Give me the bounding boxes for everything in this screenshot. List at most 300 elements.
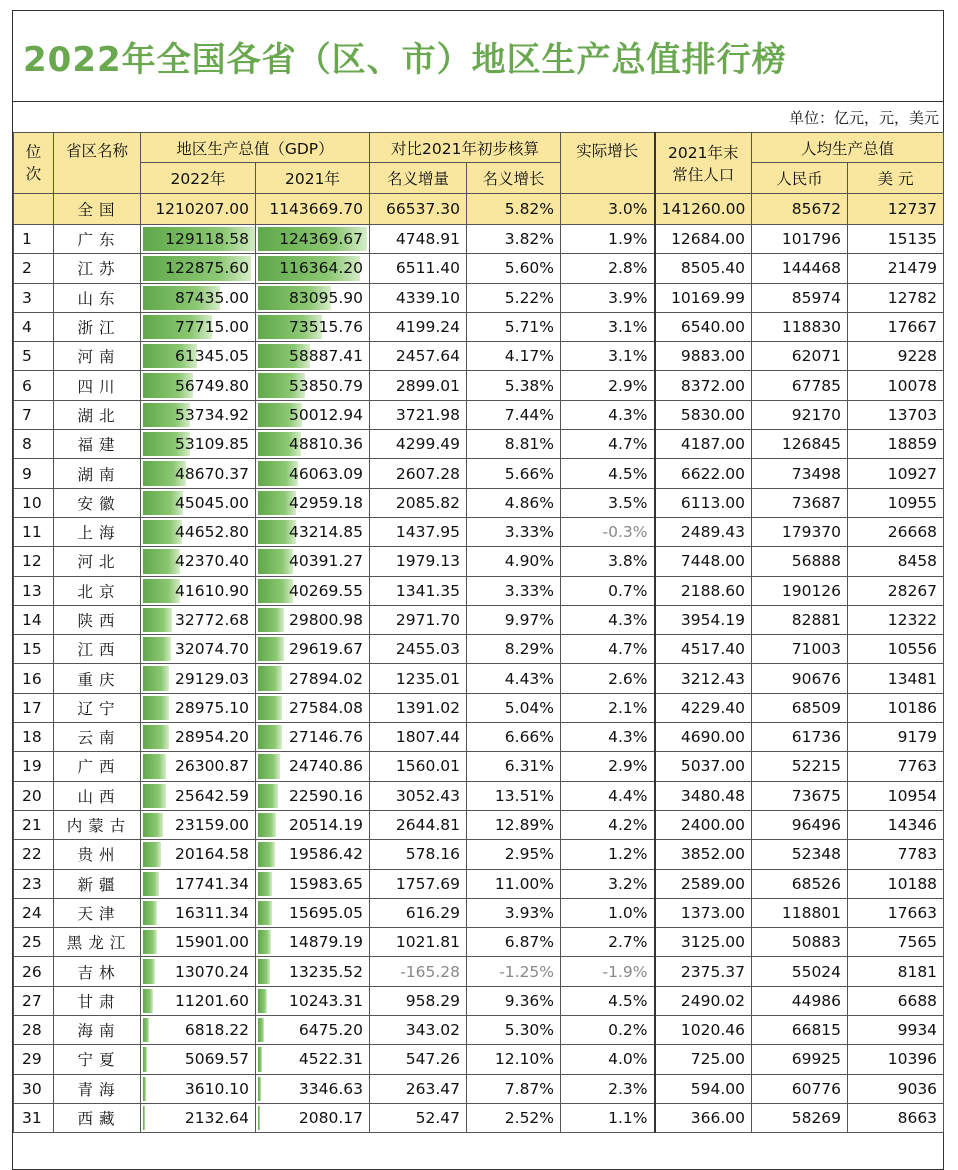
gdp-value: 16311.34: [175, 903, 249, 922]
real-growth-cell: 2.9%: [561, 752, 655, 781]
increase-cell: 1235.01: [370, 664, 467, 693]
population-cell: 594.00: [655, 1074, 752, 1103]
usd-cell: 10078: [848, 371, 944, 400]
gdp-bar: [143, 872, 159, 896]
province-cell: 甘肃: [54, 986, 141, 1015]
header-usd: 美 元: [848, 163, 944, 194]
real-growth-cell: 4.4%: [561, 781, 655, 810]
province-cell: 山东: [54, 283, 141, 312]
rmb-cell: 44986: [752, 986, 848, 1015]
gdp-bar: [258, 696, 282, 720]
nominal-growth-cell: 9.97%: [467, 605, 561, 634]
real-growth-cell: 4.7%: [561, 430, 655, 459]
gdp-value: 44652.80: [175, 523, 249, 542]
gdp-bar: [258, 813, 276, 837]
province-cell: 河北: [54, 547, 141, 576]
table-row: [14, 459, 944, 488]
gdp2021-cell: [256, 342, 370, 371]
header-compare-group: 对比2021年初步核算: [370, 133, 561, 163]
province-cell: 新疆: [54, 869, 141, 898]
real-growth-cell: 4.3%: [561, 605, 655, 634]
gdp2022-cell: [141, 869, 256, 898]
province-cell: 安徽: [54, 488, 141, 517]
rank-cell: 10: [14, 488, 54, 517]
real-growth-cell: 3.9%: [561, 283, 655, 312]
gdp2021-cell: [256, 371, 370, 400]
header-population-line1: 2021年末: [668, 144, 739, 162]
rank-cell: 6: [14, 371, 54, 400]
population-cell: 4690.00: [655, 723, 752, 752]
usd-cell: 12322: [848, 605, 944, 634]
rank-cell: 26: [14, 957, 54, 986]
real-growth-cell: 2.9%: [561, 371, 655, 400]
population-cell: 8505.40: [655, 254, 752, 283]
rank-cell: 17: [14, 693, 54, 722]
usd-cell: 10188: [848, 869, 944, 898]
gdp-value: 29619.67: [289, 640, 364, 659]
province-cell: 四川: [54, 371, 141, 400]
real-growth-cell: -1.9%: [561, 957, 655, 986]
gdp2021-cell: [256, 898, 370, 927]
nominal-growth-cell: 5.66%: [467, 459, 561, 488]
rank-cell: 25: [14, 928, 54, 957]
province-cell: 重庆: [54, 664, 141, 693]
increase-cell: 263.47: [370, 1074, 467, 1103]
usd-cell: 10954: [848, 781, 944, 810]
increase-cell: 1021.81: [370, 928, 467, 957]
rank-cell: 27: [14, 986, 54, 1015]
rank-cell: 24: [14, 898, 54, 927]
gdp-bar: [143, 725, 169, 749]
population-cell: 2589.00: [655, 869, 752, 898]
table-row: [14, 693, 944, 722]
gdp-value: 58887.41: [289, 347, 364, 366]
gdp-bar: [258, 637, 284, 661]
population-cell: 3480.48: [655, 781, 752, 810]
gdp2022-cell: [141, 752, 256, 781]
gdp-value: 53109.85: [175, 435, 249, 454]
gdp-value: 40269.55: [289, 581, 364, 600]
province-cell: 辽宁: [54, 693, 141, 722]
gdp2022-cell: [141, 312, 256, 341]
gdp-value: 53734.92: [175, 405, 249, 424]
rank-cell: 15: [14, 635, 54, 664]
gdp-bar: [143, 754, 166, 778]
usd-cell: 13703: [848, 400, 944, 429]
gdp-value: 87435.00: [175, 288, 249, 307]
rmb-cell: 61736: [752, 723, 848, 752]
gdp-value: 13235.52: [289, 962, 364, 981]
rmb-cell: 67785: [752, 371, 848, 400]
gdp-value: 27584.08: [289, 698, 364, 717]
table-row: [14, 635, 944, 664]
usd-cell: 13481: [848, 664, 944, 693]
gdp-bar: [143, 696, 169, 720]
gdp-bar: [258, 1047, 262, 1071]
gdp2021-cell: [256, 752, 370, 781]
population-cell: 5830.00: [655, 400, 752, 429]
gdp-bar: [258, 842, 275, 866]
population-cell: 2375.37: [655, 957, 752, 986]
gdp-bar: [143, 901, 157, 925]
rmb-cell: 144468: [752, 254, 848, 283]
gdp2022-cell: [141, 254, 256, 283]
gdp-bar: [258, 930, 271, 954]
nominal-growth-cell: 6.87%: [467, 928, 561, 957]
usd-cell: 15135: [848, 225, 944, 254]
gdp-value: 14879.19: [289, 933, 364, 952]
rmb-cell: 73687: [752, 488, 848, 517]
gdp-value: 17741.34: [175, 874, 249, 893]
rank-cell: 12: [14, 547, 54, 576]
nominal-growth-cell: 9.36%: [467, 986, 561, 1015]
gdp2021-cell: [256, 810, 370, 839]
population-cell: 2489.43: [655, 517, 752, 546]
nominal-growth-cell: 5.04%: [467, 693, 561, 722]
increase-cell: 6511.40: [370, 254, 467, 283]
gdp2022-cell: [141, 576, 256, 605]
rmb-cell: 52348: [752, 840, 848, 869]
real-growth-cell: 1.2%: [561, 840, 655, 869]
usd-cell: 28267: [848, 576, 944, 605]
rmb-cell: 73498: [752, 459, 848, 488]
gdp-bar: [143, 1047, 147, 1071]
rank-cell: 4: [14, 312, 54, 341]
rank-cell: 30: [14, 1074, 54, 1103]
usd-cell: 10955: [848, 488, 944, 517]
population-cell: 4517.40: [655, 635, 752, 664]
province-cell: 内蒙古: [54, 810, 141, 839]
province-cell: 上海: [54, 517, 141, 546]
gdp2021-cell: [256, 986, 370, 1015]
gdp2021-cell: [256, 840, 370, 869]
nominal-growth-cell: 7.87%: [467, 1074, 561, 1103]
gdp-bar: [143, 666, 169, 690]
usd-cell: 7763: [848, 752, 944, 781]
province-cell: 广西: [54, 752, 141, 781]
usd-cell: 18859: [848, 430, 944, 459]
gdp2021-cell: [256, 576, 370, 605]
increase-cell: -165.28: [370, 957, 467, 986]
gdp-value: 24740.86: [289, 757, 364, 776]
national-rmb: 85672: [752, 194, 848, 225]
gdp-value: 48810.36: [289, 435, 364, 454]
table-row: [14, 312, 944, 341]
rank-cell: 31: [14, 1103, 54, 1132]
table-row: [14, 225, 944, 254]
nominal-growth-cell: 8.81%: [467, 430, 561, 459]
usd-cell: 21479: [848, 254, 944, 283]
real-growth-cell: 3.1%: [561, 312, 655, 341]
rmb-cell: 179370: [752, 517, 848, 546]
gdp-value: 15901.00: [175, 933, 249, 952]
province-cell: 云南: [54, 723, 141, 752]
header-province: 省区名称: [54, 133, 141, 194]
gdp2021-cell: [256, 664, 370, 693]
table-row: [14, 1016, 944, 1045]
increase-cell: 4299.49: [370, 430, 467, 459]
real-growth-cell: 3.2%: [561, 869, 655, 898]
population-cell: 1373.00: [655, 898, 752, 927]
page-title: 2022年全国各省（区、市）地区生产总值排行榜: [23, 39, 787, 80]
gdp2021-cell: [256, 928, 370, 957]
usd-cell: 8663: [848, 1103, 944, 1132]
table-row: [14, 781, 944, 810]
table-row: [14, 928, 944, 957]
gdp2022-cell: [141, 781, 256, 810]
province-cell: 西藏: [54, 1103, 141, 1132]
gdp2022-cell: [141, 283, 256, 312]
usd-cell: 9228: [848, 342, 944, 371]
gdp2022-cell: [141, 605, 256, 634]
gdp2021-cell: [256, 430, 370, 459]
nominal-growth-cell: 5.71%: [467, 312, 561, 341]
increase-cell: 343.02: [370, 1016, 467, 1045]
table-row: [14, 576, 944, 605]
gdp2022-cell: [141, 430, 256, 459]
gdp-value: 20514.19: [289, 816, 364, 835]
gdp-value: 6818.22: [184, 1021, 249, 1040]
real-growth-cell: 1.9%: [561, 225, 655, 254]
rmb-cell: 73675: [752, 781, 848, 810]
population-cell: 366.00: [655, 1103, 752, 1132]
gdp-bar: [258, 608, 284, 632]
population-cell: 9883.00: [655, 342, 752, 371]
province-cell: 北京: [54, 576, 141, 605]
real-growth-cell: 1.1%: [561, 1103, 655, 1132]
nominal-growth-cell: 4.86%: [467, 488, 561, 517]
gdp-value: 23159.00: [175, 816, 249, 835]
header-nominal-increase: 名义增量: [370, 163, 467, 194]
increase-cell: 616.29: [370, 898, 467, 927]
gdp-value: 73515.76: [289, 318, 364, 337]
nominal-growth-cell: 11.00%: [467, 869, 561, 898]
rmb-cell: 85974: [752, 283, 848, 312]
gdp-value: 2080.17: [298, 1109, 364, 1128]
gdp2022-cell: [141, 547, 256, 576]
increase-cell: 1979.13: [370, 547, 467, 576]
gdp-value: 6475.20: [298, 1021, 364, 1040]
header-population-line2: 常住人口: [672, 166, 735, 184]
province-cell: 江西: [54, 635, 141, 664]
nominal-growth-cell: 3.33%: [467, 576, 561, 605]
gdp-value: 25642.59: [175, 786, 249, 805]
gdp2021-cell: [256, 1045, 370, 1074]
rmb-cell: 101796: [752, 225, 848, 254]
gdp-bar: [143, 813, 163, 837]
gdp2022-cell: [141, 898, 256, 927]
increase-cell: 547.26: [370, 1045, 467, 1074]
gdp-value: 19586.42: [289, 845, 364, 864]
gdp-bar: [143, 637, 171, 661]
rank-cell: 5: [14, 342, 54, 371]
population-cell: 8372.00: [655, 371, 752, 400]
national-gdp2022: 1210207.00: [141, 194, 256, 225]
gdp-bar: [258, 784, 278, 808]
table-row: [14, 605, 944, 634]
table-row: [14, 254, 944, 283]
usd-cell: 8458: [848, 547, 944, 576]
real-growth-cell: 3.5%: [561, 488, 655, 517]
real-growth-cell: 2.6%: [561, 664, 655, 693]
rank-cell: 29: [14, 1045, 54, 1074]
real-growth-cell: 4.3%: [561, 400, 655, 429]
gdp-value: 83095.90: [289, 288, 364, 307]
header-rank: 位次: [14, 133, 54, 194]
header-row-2: [14, 163, 944, 194]
national-gdp2021: 1143669.70: [256, 194, 370, 225]
rank-cell: 21: [14, 810, 54, 839]
nominal-growth-cell: 12.89%: [467, 810, 561, 839]
gdp-bar: [258, 872, 272, 896]
table-row: [14, 723, 944, 752]
gdp2022-cell: [141, 693, 256, 722]
gdp2022-cell: [141, 459, 256, 488]
real-growth-cell: 4.2%: [561, 810, 655, 839]
usd-cell: 8181: [848, 957, 944, 986]
rmb-cell: 58269: [752, 1103, 848, 1132]
population-cell: 7448.00: [655, 547, 752, 576]
increase-cell: 4748.91: [370, 225, 467, 254]
increase-cell: 1391.02: [370, 693, 467, 722]
nominal-growth-cell: 13.51%: [467, 781, 561, 810]
gdp-value: 32772.68: [175, 611, 249, 629]
real-growth-cell: 4.3%: [561, 723, 655, 752]
province-cell: 天津: [54, 898, 141, 927]
gdp-value: 11201.60: [175, 991, 249, 1010]
gdp2022-cell: [141, 1045, 256, 1074]
real-growth-cell: 4.0%: [561, 1045, 655, 1074]
increase-cell: 2899.01: [370, 371, 467, 400]
rmb-cell: 96496: [752, 810, 848, 839]
rmb-cell: 56888: [752, 547, 848, 576]
unit-note: 单位：亿元，元，美元: [788, 108, 939, 127]
rank-cell: 18: [14, 723, 54, 752]
table-row: [14, 752, 944, 781]
gdp-value: 45045.00: [175, 493, 249, 512]
province-cell: 黑龙江: [54, 928, 141, 957]
nominal-growth-cell: 3.82%: [467, 225, 561, 254]
gdp-value: 61345.05: [175, 347, 249, 366]
gdp-value: 2132.64: [184, 1109, 249, 1128]
increase-cell: 2971.70: [370, 605, 467, 634]
gdp-value: 42370.40: [175, 552, 249, 571]
rank-cell: 3: [14, 283, 54, 312]
rmb-cell: 118801: [752, 898, 848, 927]
gdp-value: 13070.24: [175, 962, 249, 981]
gdp2021-cell: [256, 869, 370, 898]
gdp-bar: [258, 579, 293, 603]
gdp-value: 5069.57: [184, 1050, 249, 1069]
increase-cell: 2607.28: [370, 459, 467, 488]
rmb-cell: 71003: [752, 635, 848, 664]
gdp-bar: [143, 1077, 146, 1101]
gdp-bar: [143, 784, 166, 808]
header-gdp2022: 2022年: [141, 163, 256, 194]
rank-cell: 8: [14, 430, 54, 459]
national-real-growth: 3.0%: [561, 194, 655, 225]
table-row: [14, 664, 944, 693]
gdp2021-cell: [256, 254, 370, 283]
increase-cell: 2644.81: [370, 810, 467, 839]
national-rank-cell: [14, 194, 54, 225]
table-frame: [12, 10, 944, 1170]
gdp-value: 15983.65: [289, 874, 364, 893]
increase-cell: 3721.98: [370, 400, 467, 429]
gdp2021-cell: [256, 283, 370, 312]
province-cell: 宁夏: [54, 1045, 141, 1074]
population-cell: 4229.40: [655, 693, 752, 722]
gdp2022-cell: [141, 1074, 256, 1103]
gdp2022-cell: [141, 723, 256, 752]
national-row: [14, 194, 944, 225]
title-bar: [13, 11, 943, 102]
increase-cell: 1807.44: [370, 723, 467, 752]
header-population: [655, 133, 752, 194]
nominal-growth-cell: 6.31%: [467, 752, 561, 781]
gdp-value: 29129.03: [175, 669, 249, 688]
province-cell: 福建: [54, 430, 141, 459]
increase-cell: 1560.01: [370, 752, 467, 781]
gdp2022-cell: [141, 957, 256, 986]
rank-cell: 16: [14, 664, 54, 693]
gdp2022-cell: [141, 488, 256, 517]
gdp2022-cell: [141, 225, 256, 254]
real-growth-cell: 4.5%: [561, 459, 655, 488]
header-real-growth: 实际增长: [561, 133, 655, 194]
table-row: [14, 869, 944, 898]
usd-cell: 7565: [848, 928, 944, 957]
population-cell: 5037.00: [655, 752, 752, 781]
table-row: [14, 898, 944, 927]
gdp-bar: [143, 930, 157, 954]
population-cell: 6113.00: [655, 488, 752, 517]
increase-cell: 2457.64: [370, 342, 467, 371]
gdp-value: 41610.90: [175, 581, 249, 600]
table-row: [14, 1074, 944, 1103]
gdp-value: 53850.79: [289, 376, 364, 395]
nominal-growth-cell: 4.43%: [467, 664, 561, 693]
usd-cell: 14346: [848, 810, 944, 839]
gdp2022-cell: [141, 1103, 256, 1132]
gdp-bar: [258, 1106, 260, 1130]
province-cell: 山西: [54, 781, 141, 810]
rmb-cell: 69925: [752, 1045, 848, 1074]
rmb-cell: 55024: [752, 957, 848, 986]
real-growth-cell: 2.3%: [561, 1074, 655, 1103]
gdp2022-cell: [141, 371, 256, 400]
gdp2021-cell: [256, 312, 370, 341]
gdp-value: 48670.37: [175, 464, 249, 483]
gdp-value: 20164.58: [175, 845, 249, 864]
table-row: [14, 488, 944, 517]
rank-cell: 23: [14, 869, 54, 898]
gdp-value: 129118.58: [165, 230, 249, 249]
rank-cell: 11: [14, 517, 54, 546]
gdp2022-cell: [141, 928, 256, 957]
nominal-growth-cell: 5.30%: [467, 1016, 561, 1045]
gdp2021-cell: [256, 1016, 370, 1045]
rank-cell: 13: [14, 576, 54, 605]
gdp-value: 22590.16: [289, 786, 364, 805]
gdp2022-cell: [141, 635, 256, 664]
rmb-cell: 126845: [752, 430, 848, 459]
gdp-value: 43214.85: [289, 523, 364, 542]
gdp2021-cell: [256, 1103, 370, 1132]
rank-cell: 14: [14, 605, 54, 634]
gdp-value: 29800.98: [289, 611, 364, 629]
gdp2022-cell: [141, 986, 256, 1015]
